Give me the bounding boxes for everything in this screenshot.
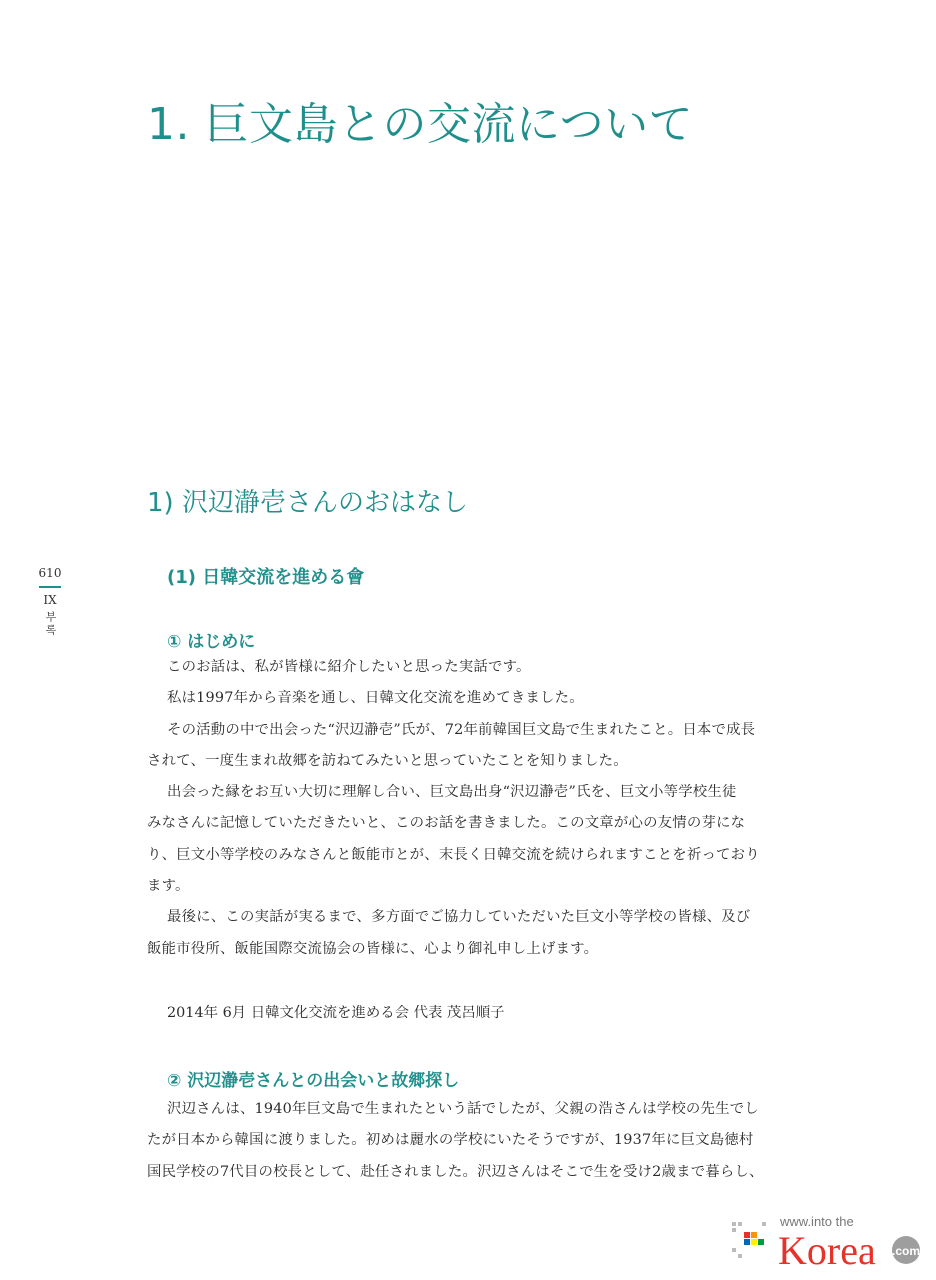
text-line: 飯能市役所、飯能国際交流協会の皆様に、心より御礼申し上げます。: [147, 940, 599, 957]
text-line: その活動の中で出会った“沢辺瀞壱”氏が、72年前韓国巨文島で生まれたこと。日本で成長: [167, 721, 756, 738]
text-line: 国民学校の7代目の校長として、赴任されました。沢辺さんはそこで生を受け2歳まで暮らし、: [147, 1163, 764, 1180]
item2-heading: ② 沢辺瀞壱さんとの出会いと故郷探し: [167, 1071, 460, 1091]
watermark-small-text: www.into the: [780, 1214, 854, 1229]
watermark-logo: [728, 1212, 928, 1272]
item1-heading: ① はじめに: [167, 632, 256, 652]
text-line: 私は1997年から音楽を通し、日韓文化交流を進めてきました。: [167, 690, 584, 707]
subsection-title: (1) 日韓交流を進める會: [167, 567, 365, 588]
text-line: り、巨文小等学校のみなさんと飯能市とが、末長く日韓交流を続けられますことを祈っており: [147, 846, 760, 863]
text-line: 沢辺さんは、1940年巨文島で生まれたという話でしたが、父親の浩さんは学校の先生でし: [167, 1101, 759, 1117]
section-title: 1) 沢辺瀞壱さんのおはなし: [147, 488, 468, 518]
text-line: 出会った縁をお互い大切に理解し合い、巨文島出身“沢辺瀞壱”氏を、巨文小等学校生徒: [167, 784, 737, 801]
chapter-roman: IX: [43, 593, 57, 607]
item2-paragraph: [147, 1094, 772, 1188]
chapter-label: 부록: [44, 611, 57, 637]
item1-paragraph: [147, 652, 772, 965]
side-chapter-marker: [37, 566, 63, 637]
watermark-korea-text: Korea: [778, 1228, 876, 1272]
text-line: 最後に、この実話が実るまで、多方面でご協力していただいた巨文小等学校の皆様、及び: [167, 909, 751, 926]
signature: 2014年 6月 日韓文化交流を進める会 代表 茂呂順子: [167, 1005, 505, 1021]
text-line: ます。: [147, 878, 190, 895]
text-line: みなさんに記憶していただきたいと、このお話を書きました。この文章が心の友情の芽にな: [147, 815, 746, 832]
marker-rule: [39, 586, 61, 588]
chapter-title: 1. 巨文島との交流について: [147, 99, 694, 150]
text-line: されて、一度生まれ故郷を訪ねてみたいと思っていたことを知りました。: [147, 752, 628, 769]
text-line: たが日本から韓国に渡りました。初めは麗水の学校にいたそうですが、1937年に巨文島徳村: [147, 1132, 754, 1149]
page-number: 610: [38, 566, 62, 580]
watermark-com-text: .com: [891, 1244, 921, 1258]
pixel-grid-icon: [732, 1222, 766, 1258]
text-line: このお話は、私が皆様に紹介したいと思った実話です。: [167, 659, 531, 675]
